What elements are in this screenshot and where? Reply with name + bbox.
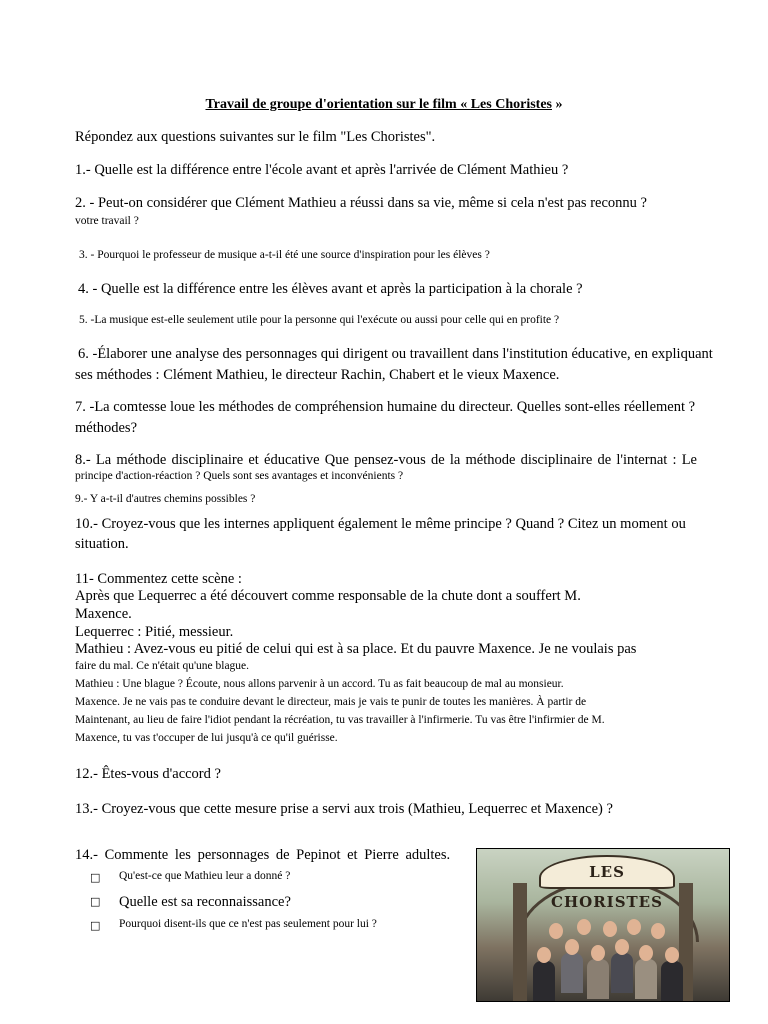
figure-head	[565, 939, 579, 955]
question-8-line-1: 8.- La méthode disciplinaire et éducative Que pensez-vous de la méthode disciplinaire de l'internat : Le	[75, 452, 697, 468]
figure	[561, 953, 583, 993]
figure	[587, 959, 609, 999]
figure-head	[591, 945, 605, 961]
bullet-icon: □	[90, 895, 101, 908]
question-10-line-1: 10.- Croyez-vous que les internes appliquent également le même principe ? Quand ? Citez un moment ou	[75, 516, 686, 532]
question-7-line-2: méthodes?	[75, 420, 138, 436]
question-11-line-5: Mathieu : Avez-vous eu pitié de celui qui est à sa place. Et du pauvre Maxence. Je ne voulais pas	[75, 641, 637, 657]
question-14: 14.- Commente les personnages de Pepinot et Pierre adultes.	[75, 847, 451, 863]
question-11-line-7: Mathieu : Une blague ? Écoute, nous allons parvenir à un accord. Tu as fait beaucoup de mal au monsieur.	[75, 678, 564, 690]
sub-question-2: Quelle est sa reconnaissance?	[119, 894, 291, 910]
question-11-line-10: Maxence, tu vas t'occuper de lui jusqu'à ce qu'il guérisse.	[75, 732, 338, 744]
question-11-line-3: Maxence.	[75, 606, 132, 622]
sub-question-3: Pourquoi disent-ils que ce n'est pas seulement pour lui ?	[119, 918, 377, 930]
question-8-line-2: principe d'action-réaction ? Quels sont ses avantages et inconvénients ?	[75, 470, 404, 482]
figure-head	[603, 921, 617, 937]
gate-pillar-left	[513, 883, 527, 1001]
figure	[661, 961, 683, 1001]
figure	[635, 959, 657, 999]
question-7-line-1: 7. -La comtesse loue les méthodes de compréhension humaine du directeur. Quelles sont-elles réellement ?	[75, 399, 696, 415]
question-9: 9.- Y a-t-il d'autres chemins possibles ?	[75, 493, 256, 505]
question-1: 1.- Quelle est la différence entre l'école avant et après l'arrivée de Clément Mathieu ?	[75, 162, 569, 178]
question-4: 4. - Quelle est la différence entre les élèves avant et après la participation à la chorale ?	[78, 281, 583, 297]
question-10-line-2: situation.	[75, 536, 129, 552]
document-title	[0, 97, 768, 114]
sub-question-1: Qu'est-ce que Mathieu leur a donné ?	[119, 870, 291, 882]
question-11-line-8: Maxence. Je ne vais pas te conduire devant le directeur, mais je vais te punir de toutes les manières. À partir de	[75, 696, 587, 708]
bullet-icon: □	[90, 871, 101, 884]
figure-head	[615, 939, 629, 955]
movie-poster-image	[476, 848, 730, 1002]
question-11-heading: 11- Commentez cette scène :	[75, 571, 242, 587]
question-2-line-2: votre travail ?	[75, 215, 139, 227]
title-suffix: »	[552, 97, 563, 112]
question-11-line-6: faire du mal. Ce n'était qu'une blague.	[75, 660, 250, 672]
title-underlined: Travail de groupe d'orientation sur le film « Les Choristes	[205, 97, 552, 112]
question-12: 12.- Êtes-vous d'accord ?	[75, 766, 221, 782]
bullet-icon: □	[90, 919, 101, 932]
figure-head	[651, 923, 665, 939]
question-11-line-9: Maintenant, au lieu de faire l'idiot pendant la récréation, tu vas travailler à l'infirmerie. Tu vas être l'infirmier de M.	[75, 714, 605, 726]
question-2-line-1: 2. - Peut-on considérer que Clément Mathieu a réussi dans sa vie, même si cela n'est pas reconnu ?	[75, 195, 647, 211]
question-3: 3. - Pourquoi le professeur de musique a-t-il été une source d'inspiration pour les élèves ?	[79, 249, 490, 261]
question-6-line-1: 6. -Élaborer une analyse des personnages qui dirigent ou travaillent dans l'institution éducative, en expliquant	[78, 346, 713, 362]
figure	[533, 961, 555, 1001]
figure-head	[577, 919, 591, 935]
figure-head	[639, 945, 653, 961]
question-6-line-2: ses méthodes : Clément Mathieu, le directeur Rachin, Chabert et le vieux Maxence.	[75, 367, 560, 383]
question-11-line-2: Après que Lequerrec a été découvert comme responsable de la chute dont a souffert M.	[75, 588, 581, 604]
figure-head	[627, 919, 641, 935]
question-13: 13.- Croyez-vous que cette mesure prise a servi aux trois (Mathieu, Lequerrec et Maxence) ?	[75, 801, 613, 817]
figure-head	[665, 947, 679, 963]
figure-head	[537, 947, 551, 963]
intro-text: Répondez aux questions suivantes sur le film "Les Choristes".	[75, 129, 436, 145]
figure	[611, 953, 633, 993]
figure-head	[549, 923, 563, 939]
poster-title-sign: LES CHORISTES	[539, 855, 675, 889]
question-5: 5. -La musique est-elle seulement utile pour la personne qui l'exécute ou aussi pour celle qui en profite ?	[79, 314, 560, 326]
question-11-line-4: Lequerrec : Pitié, messieur.	[75, 624, 234, 640]
